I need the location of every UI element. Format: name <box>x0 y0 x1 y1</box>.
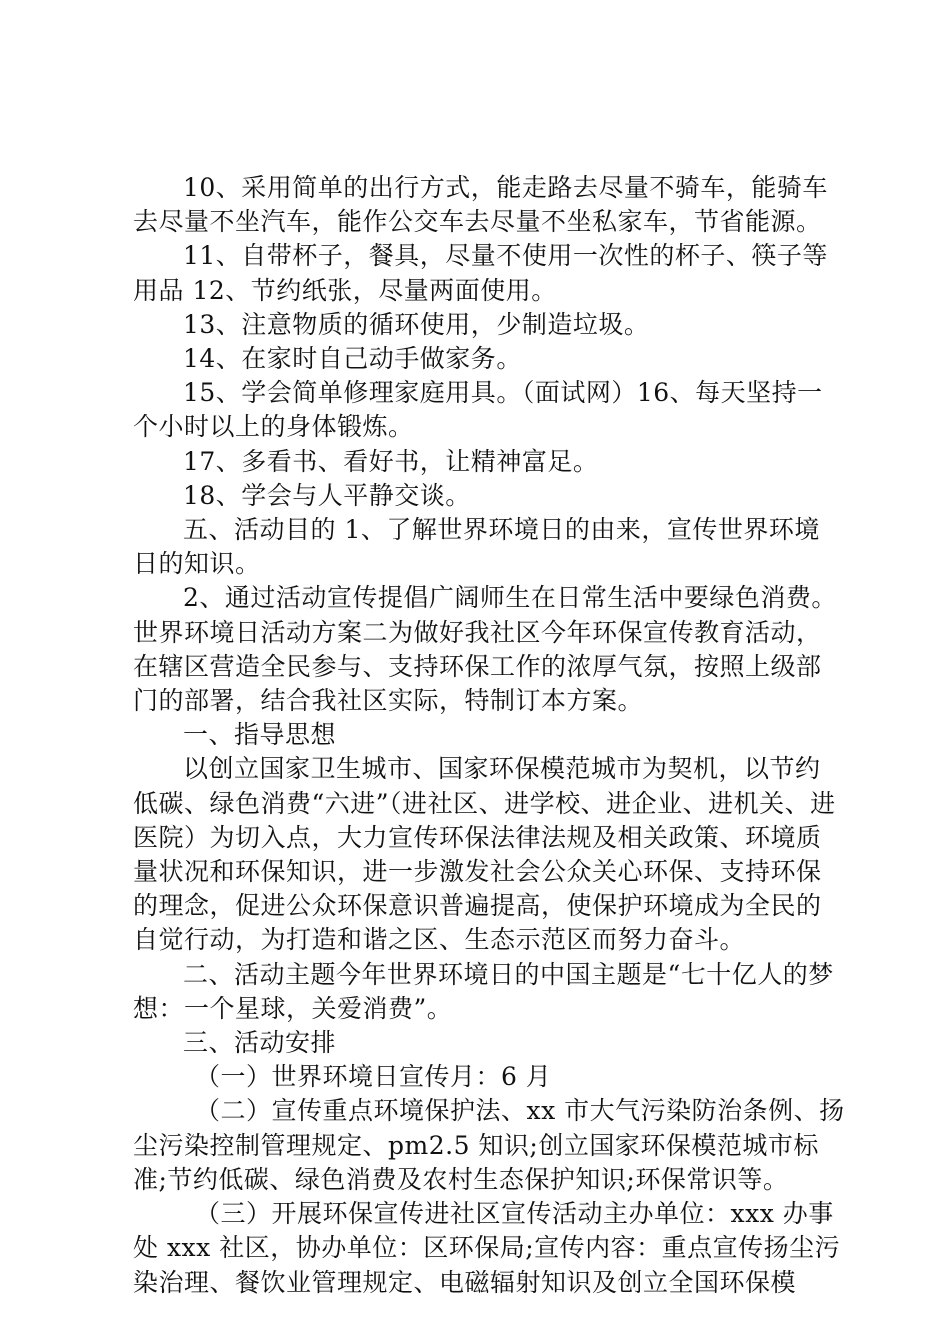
paragraph: 15、学会简单修理家庭用具。（面试网）16、每天坚持一个小时以上的身体锻炼。 <box>133 378 823 442</box>
paragraph: 以创立国家卫生城市、国家环保模范城市为契机，以节约低碳、绿色消费“六进”（进社区、进学校、进企业、进机关、进医院）为切入点，大力宣传环保法律法规及相关政策、环境质量状况和环保知识，进一步激发社会公众关心环保、支持环保的理念，促进公众环保意识普遍提高，使保护环境成为全民的自觉行动，为打造和谐之区、生态示范区而努力奋斗。 <box>133 754 836 955</box>
section-heading-guiding-thought: 一、指导思想 <box>183 720 337 750</box>
paragraph: 10、采用简单的出行方式，能走路去尽量不骑车，能骑车去尽量不坐汽车，能作公交车去尽量不坐私家车，节省能源。 <box>133 173 828 237</box>
paragraph: 11、自带杯子，餐具，尽量不使用一次性的杯子、筷子等用品 12、节约纸张，尽量两面使用。 <box>133 241 828 305</box>
paragraph: 2、通过活动宣传提倡广阔师生在日常生活中要绿色消费。世界环境日活动方案二为做好我社区今年环保宣传教育活动，在辖区营造全民参与、支持环保工作的浓厚气氛，按照上级部门的部署，结合我社区实际，特制订本方案。 <box>133 583 837 716</box>
section-heading-arrangement: 三、活动安排 <box>183 1028 337 1058</box>
paragraph: 17、多看书、看好书，让精神富足。 <box>183 446 599 476</box>
paragraph: 13、注意物质的循环使用，少制造垃圾。 <box>183 309 650 339</box>
list-item: （三）开展环保宣传进社区宣传活动主办单位：xxx 办事处 xxx 社区，协办单位：区环保局;宣传内容：重点宣传扬尘污染治理、餐饮业管理规定、电磁辐射知识及创立全国环保模 <box>133 1199 841 1297</box>
paragraph: 14、在家时自己动手做家务。 <box>183 344 522 374</box>
paragraph: 18、学会与人平静交谈。 <box>183 480 471 510</box>
document-body <box>133 171 845 1300</box>
section-heading-theme: 二、活动主题今年世界环境日的中国主题是“七十亿人的梦想：一个星球，关爱消费”。 <box>133 959 834 1023</box>
list-item: （二）宣传重点环境保护法、xx 市大气污染防治条例、扬尘污染控制管理规定、pm2.5 知识;创立国家环保模范城市标准;节约低碳、绿色消费及农村生态保护知识;环保常识等。 <box>133 1096 845 1194</box>
list-item: （一）世界环境日宣传月：6 月 <box>195 1062 552 1092</box>
section-heading-purpose: 五、活动目的 1、了解世界环境日的由来，宣传世界环境日的知识。 <box>133 515 820 579</box>
